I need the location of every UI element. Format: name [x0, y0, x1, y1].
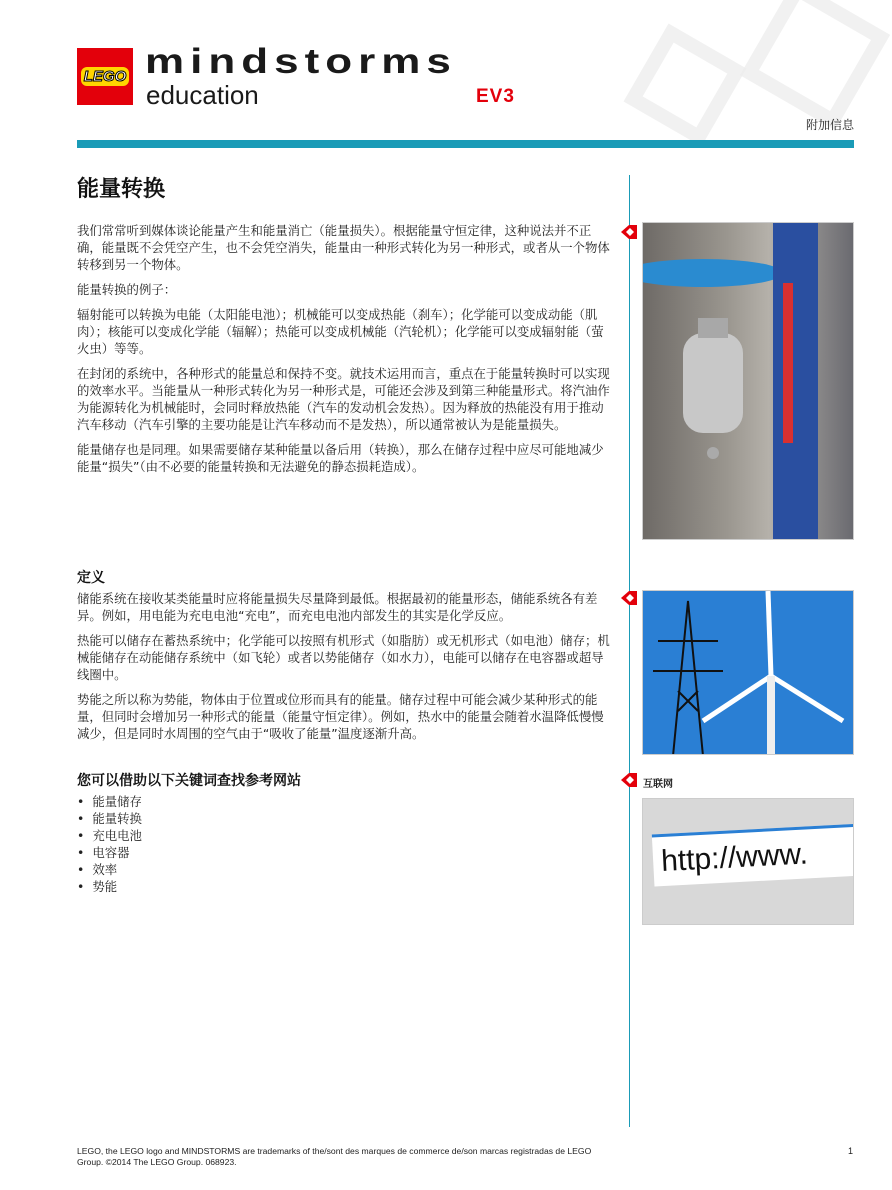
paragraph: 辐射能可以转换为电能（太阳能电池）；机械能可以变成热能（刹车）；化学能可以变成动能（肌肉）；核能可以变成化学能（辐解）；热能可以变成机械能（汽轮机）；化学能可以变成辐射能（萤火虫）等等。 — [77, 307, 604, 356]
list-item: • 充电电池 — [77, 827, 610, 844]
url-text: http://www. — [652, 824, 854, 887]
arrow-marker-icon — [620, 772, 638, 788]
list-item: • 能量转换 — [77, 810, 610, 827]
paragraph: 能量储存也是同理。如果需要储存某种能量以备后用（转换），那么在储存过程中应尽可能地减少能量“损失”（由不必要的能量转换和无法避免的静态损耗造成）。 — [77, 442, 604, 474]
mindstorms-wordmark: mindstorms — [145, 41, 457, 81]
keywords-heading: 您可以借助以下关键词查找参考网站 — [77, 773, 301, 789]
paragraph: 在封闭的系统中，各种形式的能量总和保持不变。就技术运用而言，重点在于能量转换时可以实现的效率水平。当能量从一种形式转化为另一种形式是，可能还会涉及到第三种能量形式。将汽油作为能源转化为机械能时，会同时释放热能（汽车的发动机会发热）。因为释放的热能没有用于推动汽车移动（汽车引擎的主要功能是让汽车移动而不是发热），所以通常被认为是能量损失。 — [77, 366, 610, 432]
arrow-marker-icon — [620, 590, 638, 606]
arrow-marker-icon — [620, 224, 638, 240]
page-number: 1 — [848, 1146, 854, 1156]
definition-section — [77, 570, 610, 750]
pylon-and-turbine-illustration — [643, 591, 854, 755]
paragraph: 我们常常听到媒体谈论能量产生和能量消亡（能量损失）。根据能量守恒定律，这种说法并不正确，能量既不会凭空产生，也不会凭空消失，能量由一种形式转化为另一种形式，或者从一个物体转移到另一个物体。 — [77, 223, 610, 272]
list-item: • 电容器 — [77, 844, 610, 861]
keyword-list — [77, 793, 610, 895]
lego-logo: LEGO — [77, 48, 133, 105]
definition-heading: 定义 — [77, 570, 105, 586]
list-item: • 势能 — [77, 878, 610, 895]
header-bar — [77, 140, 854, 148]
ev3-wordmark: EV3 — [476, 86, 515, 107]
footer-legal: LEGO, the LEGO logo and MINDSTORMS are trademarks of the/sont des marques de commerce de/son marcas registradas de LEGO Group. ©2014 The LEGO Group. 068923. — [77, 1146, 592, 1167]
decorative-hex — [624, 24, 747, 147]
internet-url-image — [642, 798, 854, 925]
section-label: 附加信息 — [805, 118, 854, 132]
education-wordmark: education — [146, 80, 259, 110]
list-item: • 效率 — [77, 861, 610, 878]
paragraph: 热能可以储存在蓄热系统中；化学能可以按照有机形式（如脂肪）或无机形式（如电池）储存；机械能储存在动能储存系统中（如飞轮）或者以势能储存（如水力），电能可以储存在电容器或超导线圈中。 — [77, 633, 610, 682]
bicycle-dynamo-photo — [642, 222, 854, 540]
bicycle-dynamo-illustration — [643, 223, 854, 540]
column-divider — [629, 175, 630, 1127]
decorative-hex — [740, 0, 890, 130]
paragraph: 势能之所以称为势能，物体由于位置或位形而具有的能量。储存过程中可能会减少某种形式的能量，但同时会增加另一种形式的能量（能量守恒定律）。例如，热水中的能量会随着水温降低慢慢减少，但是同时水周围的空气由于“吸收了能量”温度逐渐升高。 — [77, 692, 604, 741]
list-item: • 能量储存 — [77, 793, 610, 810]
paragraph: 储能系统在接收某类能量时应将能量损失尽量降到最低。根据最初的能量形态，储能系统各有差异。例如，用电能为充电电池“充电”，而充电电池内部发生的其实是化学反应。 — [77, 591, 598, 623]
keywords-section — [77, 773, 610, 895]
paragraph: 能量转换的例子： — [77, 282, 177, 297]
intro-section — [77, 222, 610, 483]
wind-turbine-photo — [642, 590, 854, 755]
internet-caption: 互联网 — [643, 779, 673, 790]
page-title: 能量转换 — [77, 177, 166, 202]
